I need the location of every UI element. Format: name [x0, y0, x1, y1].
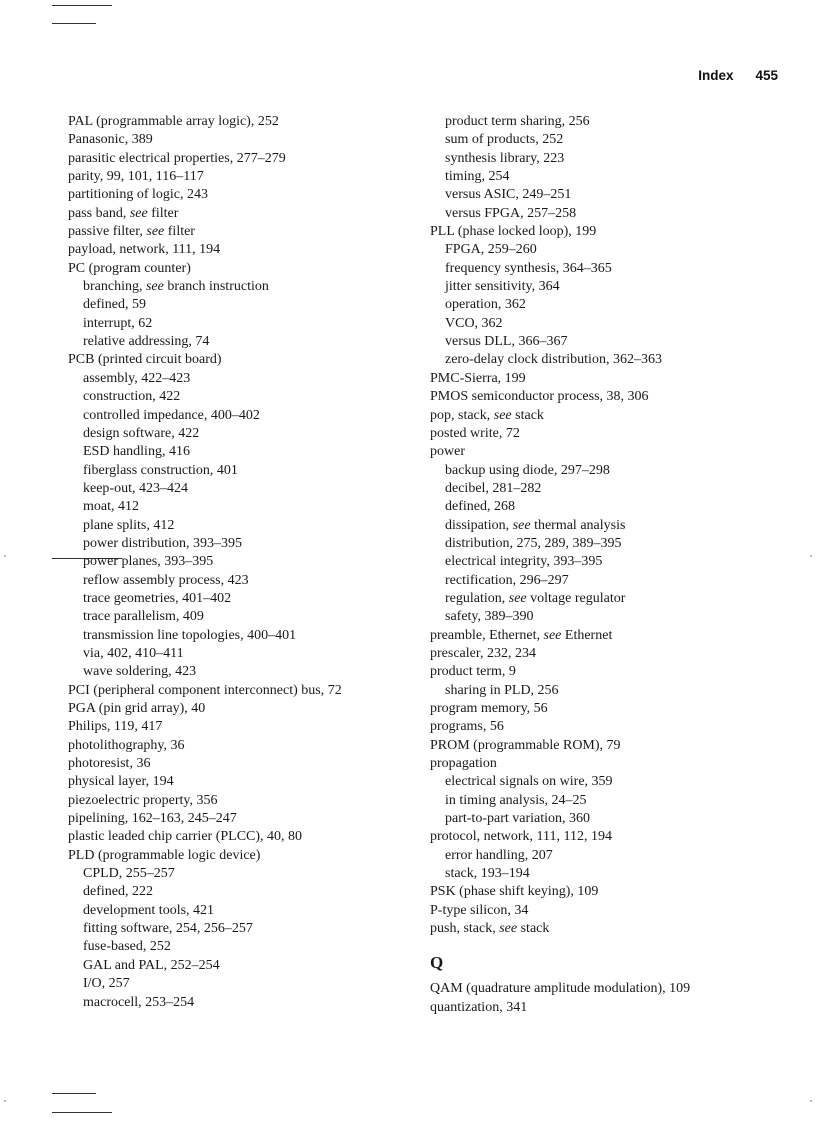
index-entry: quantization, 341 — [430, 999, 528, 1015]
index-subentry: assembly, 422–423 — [83, 370, 191, 386]
index-entry: PROM (programmable ROM), 79 — [430, 737, 621, 753]
index-entry: parity, 99, 101, 116–117 — [68, 169, 204, 185]
index-subentry: controlled impedance, 400–402 — [83, 407, 260, 423]
index-subentry: defined, 222 — [83, 884, 153, 900]
index-subentry: reflow assembly process, 423 — [83, 572, 249, 588]
index-column-right — [430, 113, 790, 1017]
index-entry: photoresist, 36 — [68, 756, 151, 772]
index-entry: PLL (phase locked loop), 199 — [430, 224, 597, 240]
entry-term: regulation, — [445, 590, 509, 606]
index-subentry: frequency synthesis, 364–365 — [445, 260, 612, 276]
index-entry: prescaler, 232, 234 — [430, 645, 536, 661]
index-subentry: transmission line topologies, 400–401 — [83, 627, 297, 643]
entry-term: branching, — [83, 279, 146, 295]
index-entry: P-type silicon, 34 — [430, 902, 529, 918]
index-subentry: CPLD, 255–257 — [83, 866, 175, 882]
index-subentry: construction, 422 — [83, 389, 181, 405]
cross-reference-target: Ethernet — [561, 627, 613, 643]
index-subentry: timing, 254 — [445, 169, 510, 185]
see-reference: see — [512, 517, 531, 533]
index-entry: program memory, 56 — [430, 701, 548, 716]
index-entry: PAL (programmable array logic), 252 — [68, 114, 279, 129]
entry-term: push, stack, — [430, 921, 500, 937]
index-subentry: versus DLL, 366–367 — [445, 334, 568, 350]
index-subentry: power planes, 393–395 — [83, 554, 214, 570]
index-subentry: plane splits, 412 — [83, 517, 175, 533]
entry-term: pass band, — [68, 205, 130, 221]
index-entry: propagation — [430, 756, 497, 772]
index-subentry: decibel, 281–282 — [445, 480, 542, 496]
index-entry — [68, 205, 413, 223]
index-subentry: in timing analysis, 24–25 — [445, 792, 587, 808]
index-entry: PCI (peripheral component interconnect) bus, 72 — [68, 682, 342, 698]
index-subentry: jitter sensitivity, 364 — [445, 279, 560, 295]
entry-term: dissipation, — [445, 517, 513, 533]
crop-mark — [52, 1112, 112, 1113]
index-subentry: interrupt, 62 — [83, 315, 153, 331]
index-subentry: power distribution, 393–395 — [83, 535, 243, 551]
index-entry: Panasonic, 389 — [68, 132, 153, 148]
index-subentry: trace geometries, 401–402 — [83, 590, 232, 606]
index-entry — [430, 627, 790, 645]
index-entry: PSK (phase shift keying), 109 — [430, 884, 599, 900]
index-subentry: fiberglass construction, 401 — [83, 462, 238, 478]
index-entry: PMC-Sierra, 199 — [430, 370, 526, 386]
index-subentry: trace parallelism, 409 — [83, 609, 204, 625]
entry-term: preamble, Ethernet, — [430, 627, 544, 643]
index-subentry — [430, 517, 790, 535]
index-subentry: stack, 193–194 — [445, 866, 530, 882]
cross-reference-target: voltage regulator — [526, 590, 626, 606]
index-subentry: versus FPGA, 257–258 — [445, 205, 577, 221]
index-subentry: via, 402, 410–411 — [83, 645, 184, 661]
header-title: Index — [698, 68, 734, 83]
index-subentry: fitting software, 254, 256–257 — [83, 921, 253, 937]
index-entry: PLD (programmable logic device) — [68, 847, 261, 863]
index-subentry: electrical integrity, 393–395 — [445, 554, 603, 570]
index-entry: posted write, 72 — [430, 425, 520, 441]
crop-mark — [52, 23, 96, 24]
index-entry — [68, 223, 413, 241]
cross-reference-target: stack — [517, 921, 550, 937]
index-subentry: operation, 362 — [445, 297, 526, 313]
index-entry — [430, 920, 790, 938]
index-entry: payload, network, 111, 194 — [68, 242, 221, 258]
crop-mark — [52, 5, 112, 6]
index-entry: PGA (pin grid array), 40 — [68, 701, 206, 716]
index-entry: product term, 9 — [430, 664, 516, 680]
registration-dot — [810, 1100, 812, 1102]
index-subentry: GAL and PAL, 252–254 — [83, 957, 220, 973]
index-subentry: defined, 268 — [445, 499, 515, 515]
index-subentry: versus ASIC, 249–251 — [445, 187, 572, 203]
index-subentry: rectification, 296–297 — [445, 572, 569, 588]
index-subentry: VCO, 362 — [445, 315, 503, 331]
index-subentry: design software, 422 — [83, 425, 200, 441]
entry-term: passive filter, — [68, 224, 147, 240]
index-entry: pipelining, 162–163, 245–247 — [68, 811, 237, 827]
index-entry — [430, 407, 790, 425]
index-column-left — [68, 113, 413, 1012]
index-subentry — [68, 278, 413, 296]
index-subentry: distribution, 275, 289, 389–395 — [445, 535, 622, 551]
index-entry: parasitic electrical properties, 277–279 — [68, 150, 286, 166]
index-entry: plastic leaded chip carrier (PLCC), 40, 80 — [68, 829, 303, 845]
index-subentry: development tools, 421 — [83, 902, 215, 918]
running-header — [698, 68, 778, 83]
index-entry: physical layer, 194 — [68, 774, 174, 790]
index-subentry: synthesis library, 223 — [445, 150, 565, 166]
index-subentry: FPGA, 259–260 — [445, 242, 537, 258]
index-entry: protocol, network, 111, 112, 194 — [430, 829, 612, 845]
index-subentry: wave soldering, 423 — [83, 664, 197, 680]
index-letter-heading: Q — [430, 953, 444, 973]
see-reference: see — [493, 407, 512, 423]
index-entry: programs, 56 — [430, 719, 504, 735]
see-reference: see — [146, 224, 165, 240]
index-subentry: macrocell, 253–254 — [83, 994, 195, 1010]
see-reference: see — [145, 279, 164, 295]
index-subentry: moat, 412 — [83, 499, 139, 515]
index-subentry: ESD handling, 416 — [83, 444, 190, 460]
index-subentry — [430, 590, 790, 608]
cross-reference-target: thermal analysis — [530, 517, 626, 533]
cross-reference-target: stack — [511, 407, 544, 423]
index-subentry: backup using diode, 297–298 — [445, 462, 610, 478]
index-entry: partitioning of logic, 243 — [68, 187, 208, 203]
see-reference: see — [129, 205, 148, 221]
page-number: 455 — [755, 68, 778, 83]
index-subentry: part-to-part variation, 360 — [445, 811, 591, 827]
index-subentry: I/O, 257 — [83, 976, 130, 992]
index-entry: Philips, 119, 417 — [68, 719, 163, 735]
registration-dot — [4, 1100, 6, 1102]
index-subentry: error handling, 207 — [445, 847, 553, 863]
index-subentry: keep-out, 423–424 — [83, 480, 188, 496]
index-entry: piezoelectric property, 356 — [68, 792, 218, 808]
index-subentry: relative addressing, 74 — [83, 334, 210, 350]
cross-reference-target: filter — [164, 224, 195, 240]
registration-dot — [810, 555, 812, 557]
index-subentry: electrical signals on wire, 359 — [445, 774, 613, 790]
index-entry: photolithography, 36 — [68, 737, 185, 753]
registration-dot — [4, 555, 6, 557]
cross-reference-target: branch instruction — [163, 279, 269, 295]
index-entry: PCB (printed circuit board) — [68, 352, 222, 368]
index-subentry: defined, 59 — [83, 297, 146, 313]
index-entry: PC (program counter) — [68, 260, 191, 276]
index-subentry: sharing in PLD, 256 — [445, 682, 559, 698]
crop-mark — [52, 1093, 96, 1094]
index-subentry: safety, 389–390 — [445, 609, 534, 625]
index-subentry: product term sharing, 256 — [445, 114, 590, 129]
see-reference: see — [499, 921, 518, 937]
index-entry: power — [430, 444, 465, 460]
cross-reference-target: filter — [147, 205, 179, 221]
entry-term: pop, stack, — [430, 407, 494, 423]
index-entry: QAM (quadrature amplitude modulation), 109 — [430, 981, 691, 997]
index-subentry: sum of products, 252 — [445, 132, 564, 148]
see-reference: see — [508, 590, 527, 606]
see-reference: see — [543, 627, 562, 643]
index-subentry: fuse-based, 252 — [83, 939, 171, 955]
index-subentry: zero-delay clock distribution, 362–363 — [445, 352, 662, 368]
index-entry: PMOS semiconductor process, 38, 306 — [430, 389, 649, 405]
